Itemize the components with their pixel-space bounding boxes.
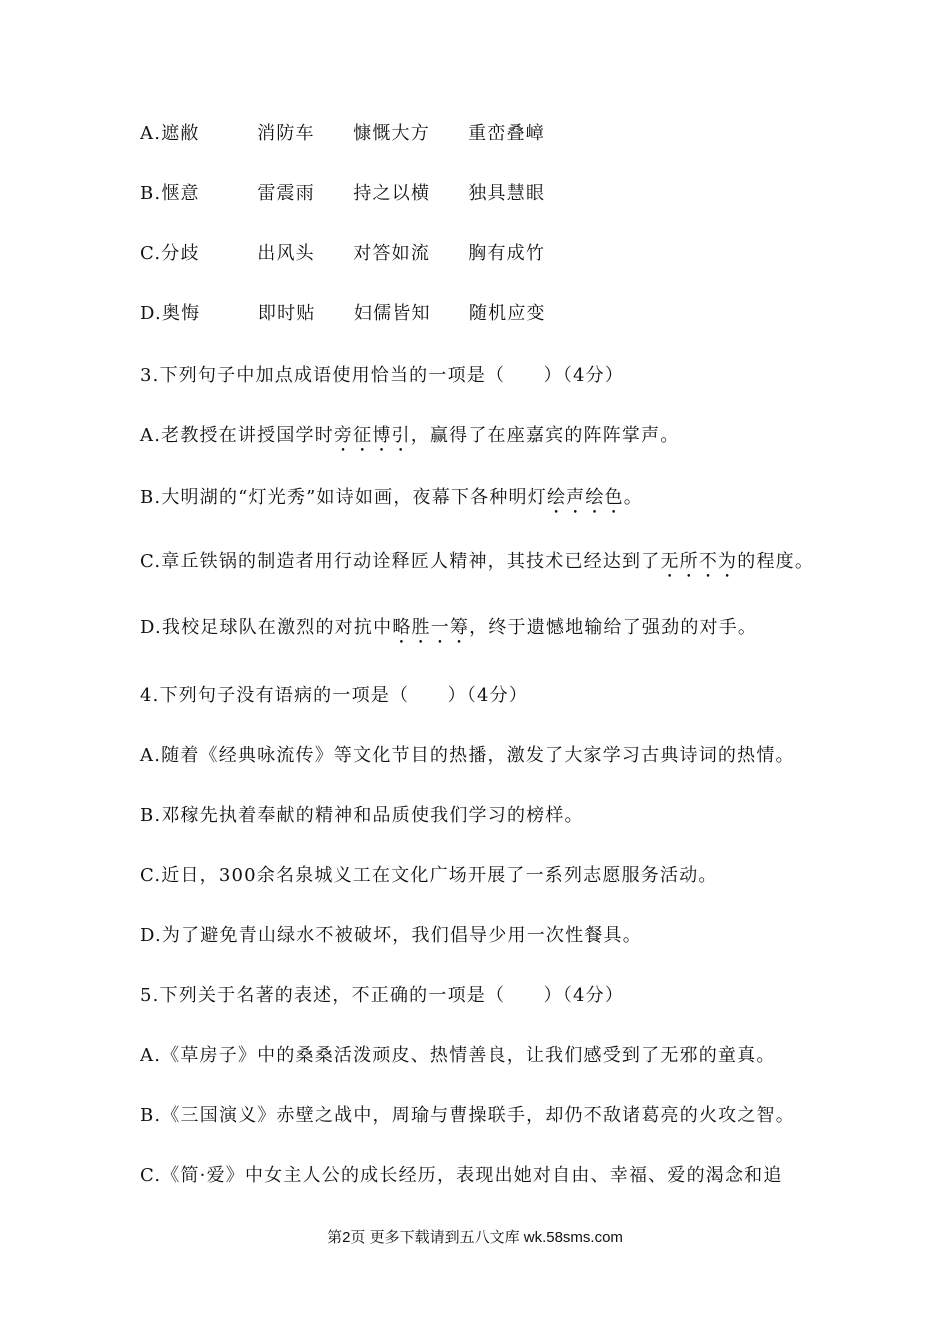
question-3-option-b [140, 486, 643, 518]
question-4-option-d: D.为了避免青山绿水不被破坏，我们倡导少用一次性餐具。 [140, 925, 642, 946]
question-3-option-c [140, 550, 814, 582]
option-label: C. [140, 243, 162, 264]
word: 出风头 [257, 243, 315, 264]
text: C.章丘铁锅的制造者用行动诠释匠人精神，其技术已经达到了 [140, 551, 661, 572]
text: 的程度。 [737, 551, 815, 572]
question-5-option-c: C.《简·爱》中女主人公的成长经历，表现出她对自由、幸福、爱的渴念和追 [140, 1165, 783, 1186]
word: 持之以横 [353, 183, 431, 204]
dotted-idiom: 略胜一筹 [392, 617, 470, 638]
dotted-idiom: 无所不为 [660, 551, 738, 572]
question-3-option-a [140, 424, 680, 456]
question-3-stem: 3.下列句子中加点成语使用恰当的一项是（ ）（4分） [140, 365, 625, 386]
question-4-option-a: A.随着《经典咏流传》等文化节目的热播，激发了大家学习古典诗词的热情。 [140, 745, 795, 766]
question-4-stem: 4.下列句子没有语病的一项是（ ）（4分） [140, 685, 529, 706]
word: 惬意 [161, 183, 200, 204]
text: ，赢得了在座嘉宾的阵阵掌声。 [410, 425, 680, 446]
text: A.老教授在讲授国学时 [140, 425, 334, 446]
text: B.大明湖的“灯光秀”如诗如画，夜幕下各种明灯 [140, 487, 547, 508]
text: D.我校足球队在激烈的对抗中 [140, 617, 393, 638]
word: 消防车 [257, 123, 315, 144]
dotted-idiom: 旁征博引 [333, 425, 411, 446]
word: 遮敝 [161, 123, 200, 144]
question-5-option-b: B.《三国演义》赤壁之战中，周瑜与曹操联手，却仍不敌诸葛亮的火攻之智。 [140, 1105, 795, 1126]
word: 妇儒皆知 [353, 303, 431, 324]
word: 奥悔 [161, 303, 201, 324]
word-option-c [140, 242, 545, 266]
page-footer: 第2页 更多下载请到五八文库 wk.58sms.com [327, 1229, 623, 1246]
question-4-option-c: C.近日，300余名泉城义工在文化广场开展了一系列志愿服务活动。 [140, 865, 718, 886]
word: 即时贴 [257, 303, 316, 324]
word: 分歧 [161, 243, 200, 264]
word: 慷慨大方 [353, 123, 430, 144]
word: 胸有成竹 [468, 243, 546, 264]
question-3-option-d [140, 616, 757, 648]
word-option-d [140, 302, 546, 326]
word: 对答如流 [353, 243, 431, 264]
option-label: D. [140, 303, 162, 324]
question-4-option-b: B.邓稼先执着奉献的精神和品质使我们学习的榜样。 [140, 805, 584, 826]
question-5-option-a: A.《草房子》中的桑桑活泼顽皮、热情善良，让我们感受到了无邪的童真。 [140, 1045, 776, 1066]
dotted-idiom: 绘声绘色 [546, 487, 624, 508]
word-option-b [140, 182, 545, 206]
text: 。 [623, 487, 643, 508]
text: ，终于遗憾地输给了强劲的对手。 [469, 617, 758, 638]
option-label: B. [140, 183, 162, 204]
word: 重峦叠嶂 [468, 123, 545, 144]
word: 独具慧眼 [468, 183, 546, 204]
option-label: A. [140, 123, 162, 144]
word: 随机应变 [468, 303, 546, 324]
question-5-stem: 5.下列关于名著的表述，不正确的一项是（ ）（4分） [140, 985, 625, 1006]
word: 雷震雨 [257, 183, 315, 204]
word-option-a [140, 122, 545, 146]
